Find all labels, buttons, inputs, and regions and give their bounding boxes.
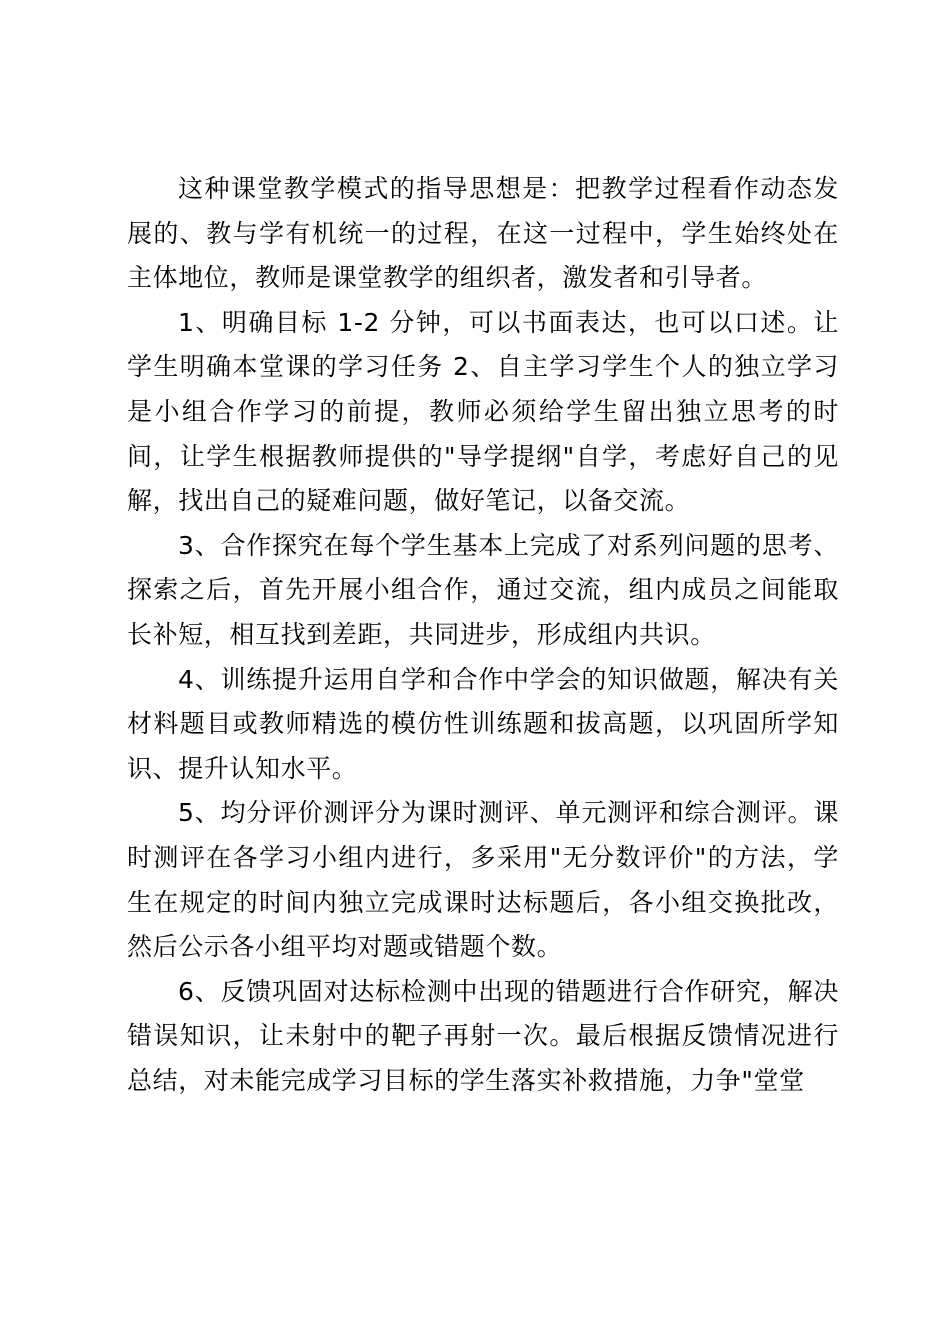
paragraph-guiding-idea: 这种课堂教学模式的指导思想是：把教学过程看作动态发展的、教与学有机统一的过程，在这一过程中，学生始终处在主体地位，教师是课堂教学的组织者，激发者和引导者。 <box>127 174 839 293</box>
paragraph-step-6: 6、反馈巩固对达标检测中出现的错题进行合作研究，解决错误知识，让未射中的靶子再射一次。最后根据反馈情况进行总结，对未能完成学习目标的学生落实补救措施，力争"堂堂 <box>127 976 839 1095</box>
paragraph-step-5: 5、均分评价测评分为课时测评、单元测评和综合测评。课时测评在各学习小组内进行，多采用"无分数评价"的方法，学生在规定的时间内独立完成课时达标题后，各小组交换批改，然后公示各小组平均对题或错题个数。 <box>127 798 839 962</box>
paragraph-step-4: 4、训练提升运用自学和合作中学会的知识做题，解决有关材料题目或教师精选的模仿性训练题和拔高题，以巩固所学知识、提升认知水平。 <box>127 664 839 783</box>
document-body <box>127 167 839 1103</box>
paragraph-step-3: 3、合作探究在每个学生基本上完成了对系列问题的思考、探索之后，首先开展小组合作，通过交流，组内成员之间能取长补短，相互找到差距，共同进步，形成组内共识。 <box>127 530 839 649</box>
paragraph-step-1-2: 1、明确目标 1-2 分钟，可以书面表达，也可以口述。让学生明确本堂课的学习任务 2、自主学习学生个人的独立学习是小组合作学习的前提，教师必须给学生留出独立思考的时间，让学生根据教师提供的"导学提纲"自学，考虑好自己的见解，找出自己的疑难问题，做好笔记，以备交流。 <box>127 307 839 516</box>
